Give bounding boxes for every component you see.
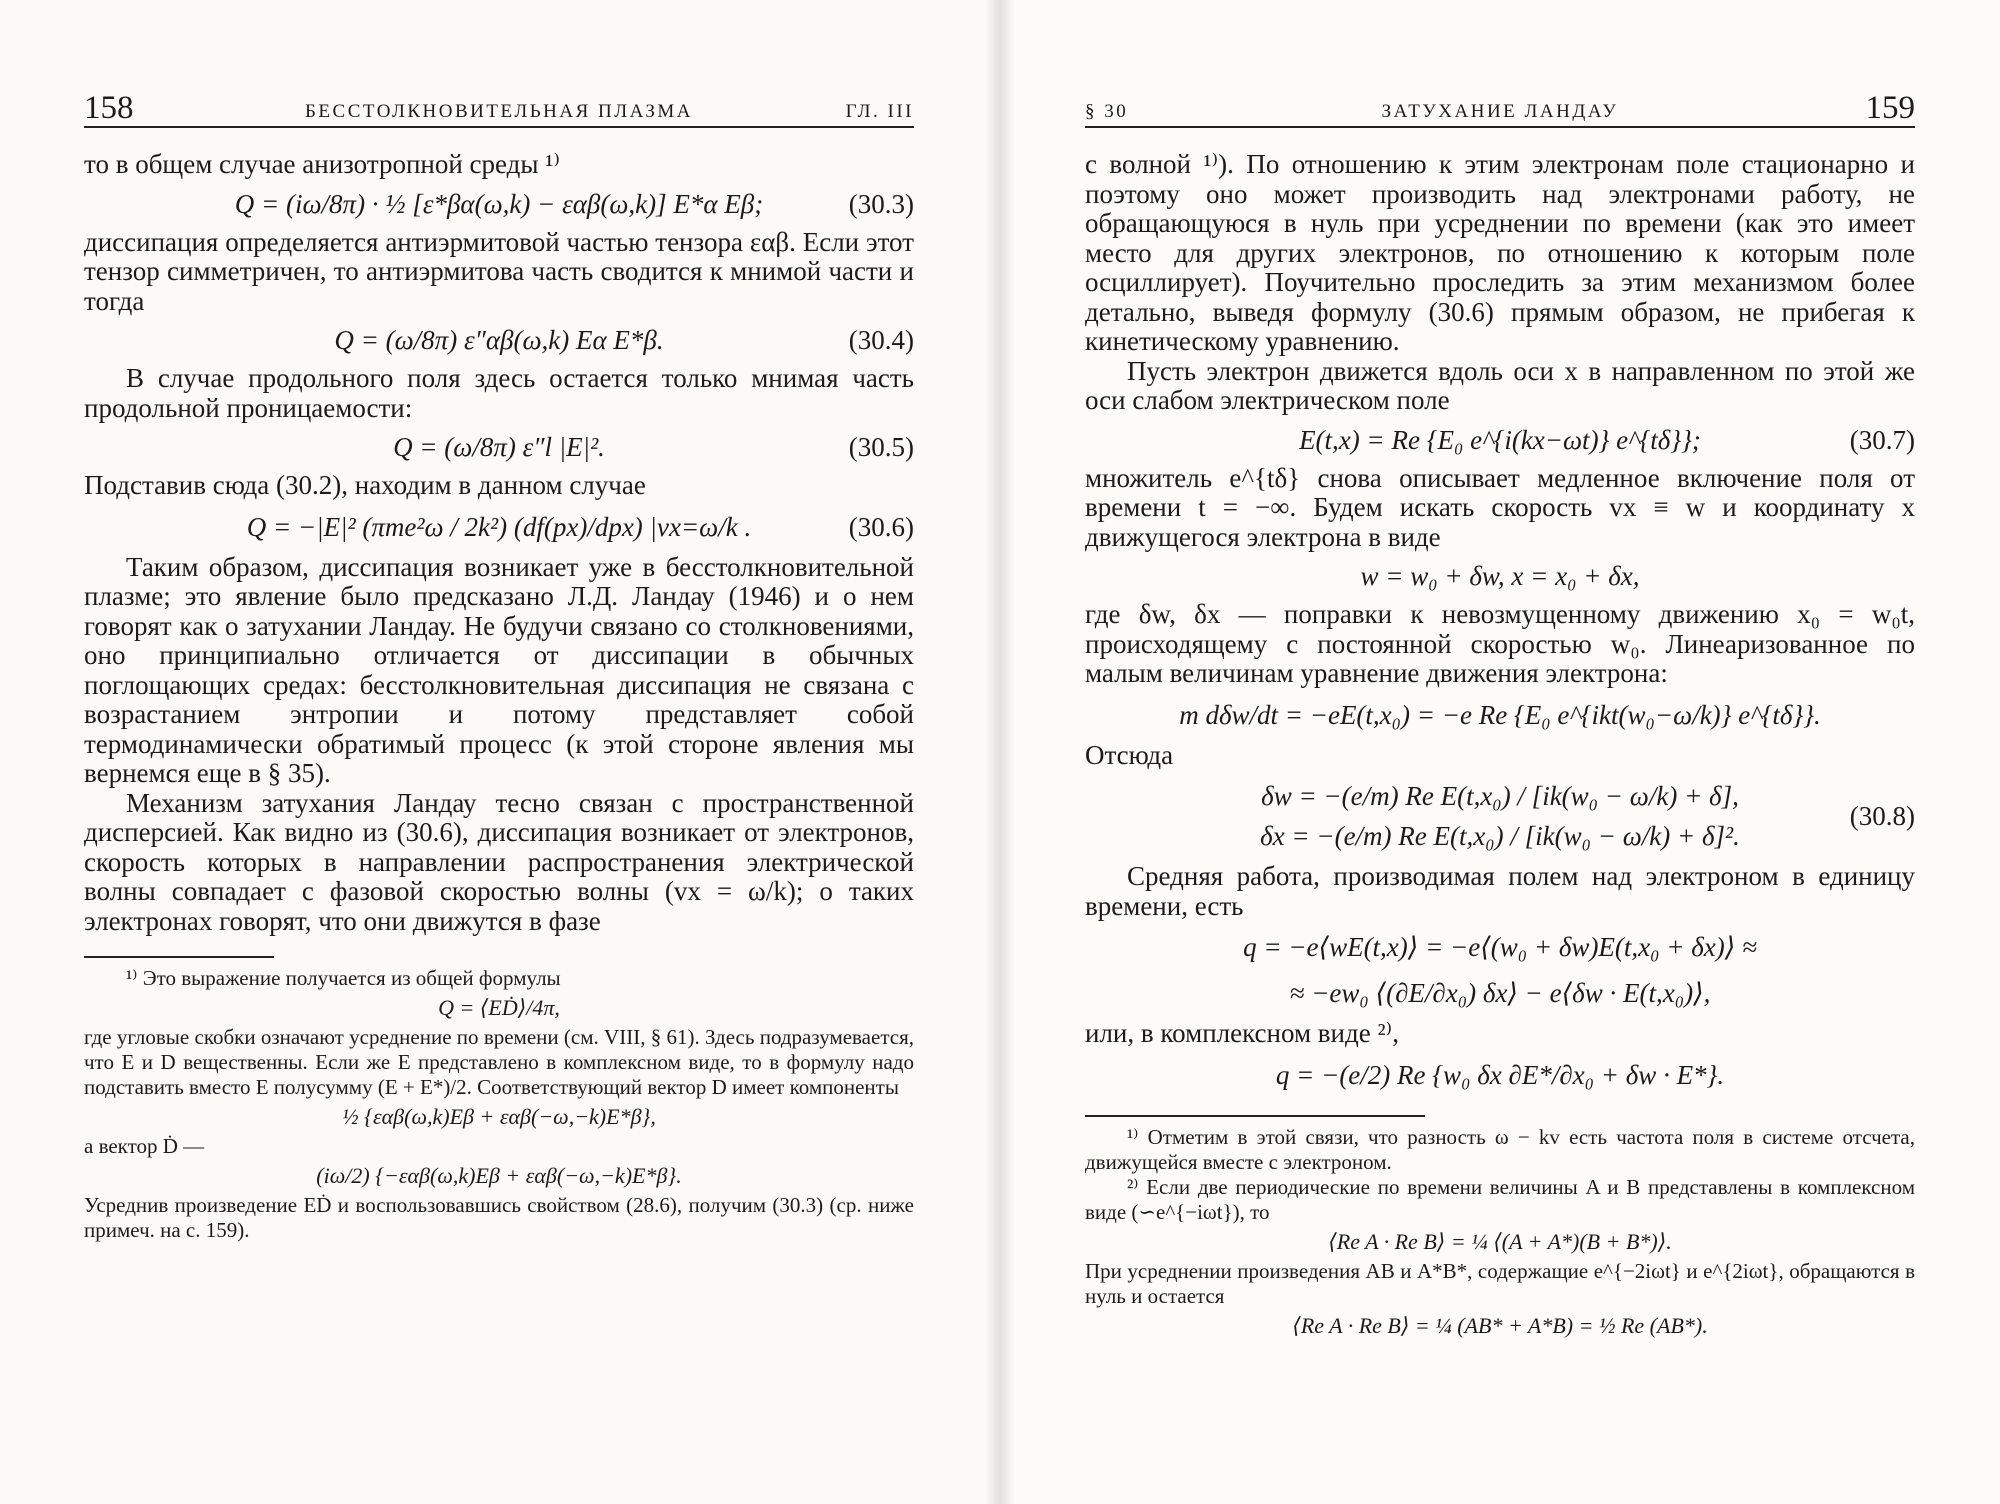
- left-fn1-text1: где угловые скобки означают усреднение по времени (см. VIII, § 61). Здесь подразумевается, что E и D вещественны. Если же E представлено в комплексном виде, то в формулу надо подставить вместо E полусумму (E + E*)/2. Соответствующий вектор D имеет компоненты: [84, 1025, 914, 1099]
- left-fn1-eq3: (iω/2) {−εαβ(ω,k)Eβ + εαβ(−ω,−k)E*β}.: [316, 1163, 682, 1188]
- equation-30-7-body: E(t,x) = Re {E₀ e^{i(kx−ωt)} e^{tδ}};: [1299, 424, 1701, 455]
- equation-motion: m dδw/dt = −eE(t,x₀) = −e Re {E₀ e^{ikt(w₀−ω/k)} e^{tδ}}.: [1179, 699, 1821, 730]
- equation-30-3-body: Q = (iω/8π) · ½ [ε*βα(ω,k) − εαβ(ω,k)] E*α Eβ;: [234, 188, 764, 219]
- left-paragraph-4: Подставив сюда (30.2), находим в данном случае: [84, 470, 646, 500]
- right-paragraph-4: где δw, δx — поправки к невозмущенному движению x₀ = w₀t, происходящему с постоянной скоростью w₀. Линеаризованное по малым величинам уравнение движения электрона:: [1085, 599, 1915, 688]
- right-running-title: ЗАТУХАНИЕ ЛАНДАУ: [1381, 101, 1619, 122]
- equation-w-decomposition: w = w₀ + δw, x = x₀ + δx,: [1360, 561, 1640, 591]
- left-running-title: БЕССТОЛКНОВИТЕЛЬНАЯ ПЛАЗМА: [305, 101, 693, 122]
- equation-30-5: [84, 429, 914, 465]
- right-section-label: § 30: [1085, 101, 1129, 122]
- equation-30-7-number: (30.7): [1849, 424, 1915, 455]
- right-paragraph-3: множитель e^{tδ} снова описывает медленное включение поля от времени t = −∞. Будем искать скорость vx ≡ w и координату x движущегося электрона в виде: [1085, 462, 1915, 552]
- equation-30-8-number: (30.8): [1849, 801, 1915, 831]
- right-footnote-1: ¹⁾ Отметим в этой связи, что разность ω − kv есть частота поля в системе отсчета, движущейся вместе с электроном.: [1085, 1124, 1915, 1174]
- right-fn2-eq1: ⟨Re A · Re B⟩ = ¼ ⟨(A + A*)(B + B*)⟩.: [1328, 1228, 1672, 1254]
- book-gutter-shadow: [985, 0, 1015, 1504]
- equation-q-3: q = −(e/2) Re {w₀ δx ∂E*/∂x₀ + δw · E*}.: [1275, 1059, 1725, 1090]
- left-chapter-label: ГЛ. III: [845, 101, 914, 122]
- right-fn2-text2: При усреднении произведения AB и A*B*, содержащие e^{−2iωt} и e^{2iωt}, обращаются в нуль и остается: [1085, 1258, 1915, 1308]
- left-footnote-rule: [84, 956, 274, 958]
- left-paragraph-1: то в общем случае анизотропной среды ¹⁾: [84, 149, 561, 179]
- right-fn2-text1: ²⁾ Если две периодические по времени величины A и B представлены в комплексном виде (∽e^{−iωt}), то: [1085, 1174, 1915, 1224]
- right-paragraph-1: с волной ¹⁾). По отношению к этим электронам поле стационарно и поэтому оно может производить над электронами работу, не обращающуюся в нуль при усреднении по времени (как это имеет место для других электронов, по отношению к которым поле осциллирует). Поучительно проследить за этим механизмом более детально, выведя формулу (30.6) прямым образом, не прибегая к кинетическому уравнению.: [1085, 149, 1915, 356]
- left-fn1-eq1: Q = ⟨EḊ⟩/4π,: [438, 995, 560, 1020]
- equation-30-4-body: Q = (ω/8π) ε″αβ(ω,k) Eα E*β.: [334, 325, 664, 355]
- left-fn1-text2: а вектор Ḋ —: [84, 1134, 205, 1158]
- right-footnote-rule: [1085, 1115, 1425, 1117]
- right-paragraph-2: Пусть электрон движется вдоль оси x в направленном по этой же оси слабом электрическом поле: [1085, 355, 1915, 415]
- equation-30-5-body: Q = (ω/8π) ε″l |E|².: [393, 432, 605, 462]
- right-page: [1000, 0, 2000, 1504]
- equation-30-6-body: Q = −|E|² (πme²ω / 2k²) (df(px)/dpx) |vx=ω/k .: [246, 511, 752, 542]
- equation-q-1: q = −e⟨wE(t,x)⟩ = −e⟨(w₀ + δw)E(t,x₀ + δx)⟩ ≈: [1243, 932, 1757, 962]
- left-paragraph-6: Механизм затухания Ландау тесно связан с пространственной дисперсией. Как видно из (30.6), диссипация возникает от электронов, скорость которых в направлении распространения электрической волны совпадает с фазовой скоростью волны (vx = ω/k); о таких электронах говорят, что они движутся в фазе: [84, 787, 914, 936]
- equation-30-8-a: δw = −(e/m) Re E(t,x₀) / [ik(w₀ − ω/k) + δ],: [1261, 781, 1739, 811]
- equation-30-3: [84, 186, 914, 222]
- equation-30-3-number: (30.3): [848, 188, 914, 219]
- equation-30-4: [84, 322, 914, 358]
- right-page-number: 159: [1865, 90, 1915, 126]
- equation-30-8-b: δx = −(e/m) Re E(t,x₀) / [ik(w₀ − ω/k) + δ]².: [1260, 821, 1740, 851]
- right-paragraph-6: Средняя работа, производимая полем над электроном в единицу времени, есть: [1085, 861, 1915, 921]
- left-paragraph-3: В случае продольного поля здесь остается только мнимая часть продольной проницаемости:: [84, 363, 914, 423]
- left-page-header: [84, 90, 914, 128]
- left-fn1-eq2: ½ {εαβ(ω,k)Eβ + εαβ(−ω,−k)E*β},: [342, 1104, 656, 1129]
- left-paragraph-2: диссипация определяется антиэрмитовой частью тензора εαβ. Если этот тензор симметричен, то антиэрмитова часть сводится к мнимой части и тогда: [84, 226, 914, 316]
- equation-q-2: ≈ −ew₀ ⟨(∂E/∂x₀) δx⟩ − e⟨δw · E(t,x₀)⟩,: [1289, 978, 1711, 1008]
- right-page-header: [1085, 90, 1915, 128]
- left-fn1-text3: Усреднив произведение EḊ и воспользовавшись свойством (28.6), получим (30.3) (ср. ниже примеч. на с. 159).: [84, 1193, 914, 1242]
- equation-30-8: [1085, 776, 1915, 856]
- right-paragraph-7: или, в комплексном виде ²⁾,: [1085, 1018, 1399, 1048]
- right-body: [1085, 150, 1915, 1343]
- left-fn1-intro: ¹⁾ Это выражение получается из общей формулы: [126, 966, 561, 990]
- left-footnote-1: [84, 966, 914, 1243]
- left-page-number: 158: [84, 90, 134, 126]
- equation-30-5-number: (30.5): [848, 432, 914, 462]
- equation-30-6: [84, 507, 914, 547]
- right-footnotes: [1085, 1125, 1915, 1340]
- right-paragraph-5: Отсюда: [1085, 739, 1174, 770]
- equation-30-4-number: (30.4): [848, 325, 914, 355]
- equation-30-7: [1085, 422, 1915, 458]
- right-fn2-eq2: ⟨Re A · Re B⟩ = ¼ (AB* + A*B) = ½ Re (AB*).: [1292, 1312, 1708, 1338]
- left-paragraph-5: Таким образом, диссипация возникает уже в бесстолкновительной плазме; это явление было предсказано Л.Д. Ландау (1946) и о нем говорят как о затухании Ландау. Не будучи связано со столкновениями, оно принципиально отличается от диссипации в обычных поглощающих средах: бесстолкновительная диссипация не связана с возрастанием энтропии и потому представляет собой термодинамически обратимый процесс (к этой стороне явления мы вернемся еще в § 35).: [84, 551, 914, 788]
- equation-30-6-number: (30.6): [848, 511, 914, 542]
- left-body: [84, 150, 914, 1243]
